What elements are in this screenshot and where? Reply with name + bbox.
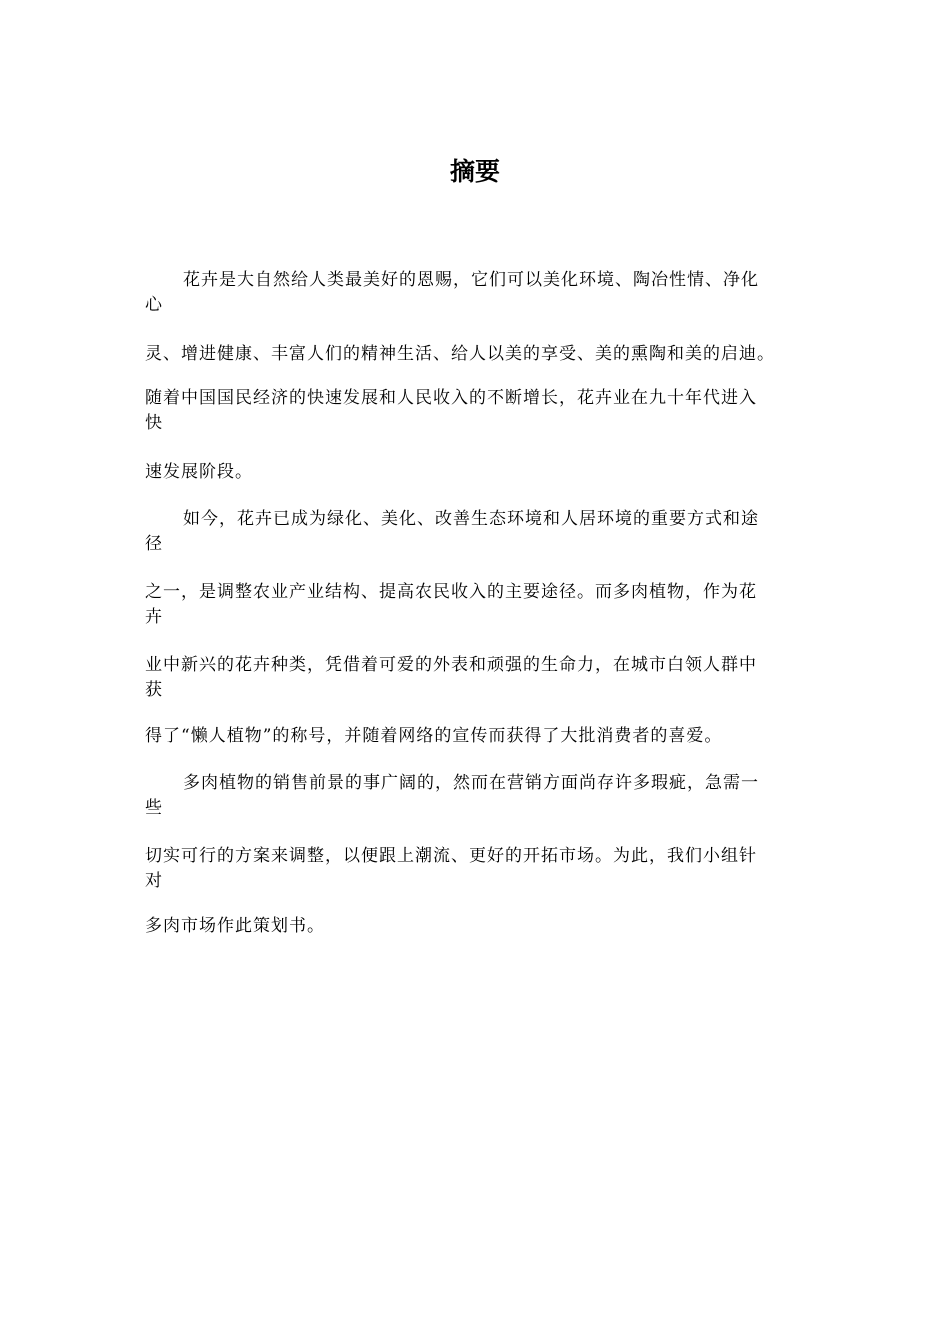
text-line: 多肉植物的销售前景的事广阔的，然而在营销方面尚存许多瑕疵，急需一 bbox=[183, 773, 759, 793]
text-line: 花卉是大自然给人类最美好的恩赐，它们可以美化环境、陶冶性情、净化 bbox=[183, 270, 759, 290]
text-line: 径 bbox=[145, 534, 163, 554]
text-line: 对 bbox=[145, 871, 163, 891]
page-title: 摘要 bbox=[449, 157, 500, 186]
text-line: 速发展阶段。 bbox=[145, 462, 253, 482]
text-line: 多肉市场作此策划书。 bbox=[145, 916, 325, 936]
text-line: 心 bbox=[145, 295, 163, 315]
text-line: 得了“懒人植物”的称号，并随着网络的宣传而获得了大批消费者的喜爱。 bbox=[145, 726, 723, 746]
text-line: 获 bbox=[145, 680, 163, 700]
text-line: 之一，是调整农业产业结构、提高农民收入的主要途径。而多肉植物，作为花 bbox=[145, 582, 757, 602]
text-line: 快 bbox=[145, 413, 163, 433]
text-line: 灵、增进健康、丰富人们的精神生活、给人以美的享受、美的熏陶和美的启迪。 bbox=[145, 344, 775, 364]
text-line: 切实可行的方案来调整，以便跟上潮流、更好的开拓市场。为此，我们小组针 bbox=[145, 846, 757, 866]
text-line: 随着中国国民经济的快速发展和人民收入的不断增长，花卉业在九十年代进入 bbox=[145, 388, 757, 408]
text-line: 些 bbox=[145, 798, 163, 818]
text-line: 卉 bbox=[145, 607, 163, 627]
text-line: 业中新兴的花卉种类，凭借着可爱的外表和顽强的生命力，在城市白领人群中 bbox=[145, 655, 757, 675]
text-line: 如今，花卉已成为绿化、美化、改善生态环境和人居环境的重要方式和途 bbox=[183, 509, 759, 529]
